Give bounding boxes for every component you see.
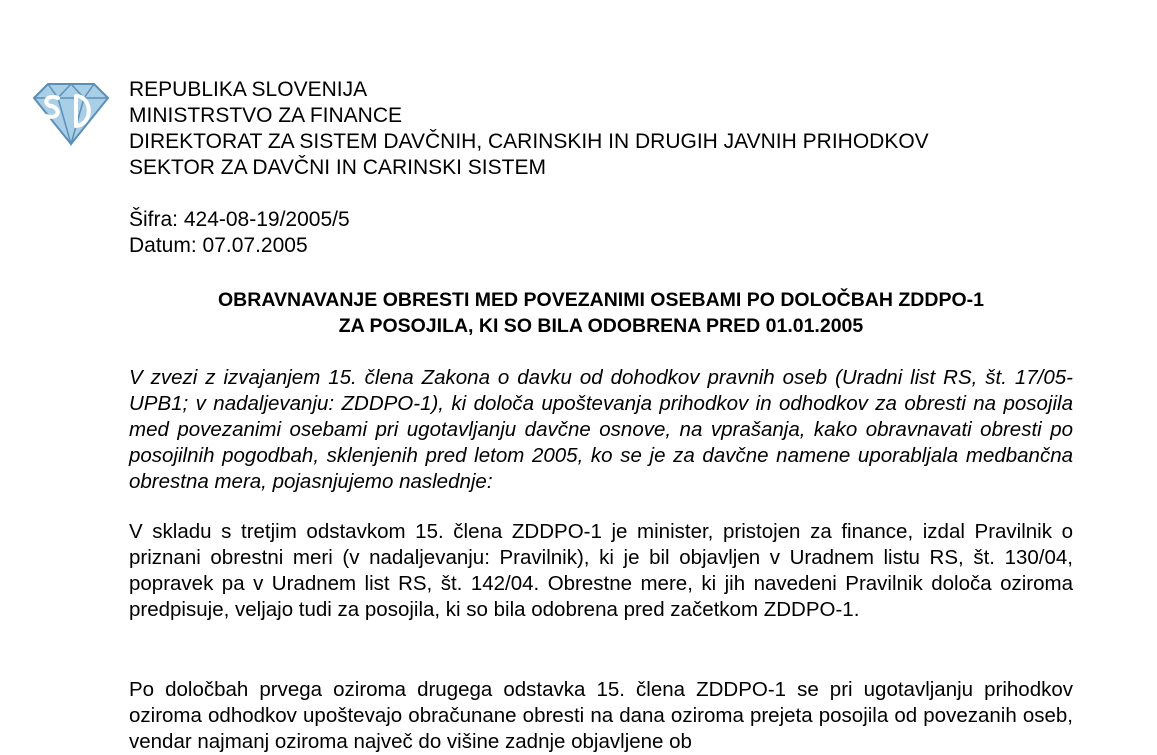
document-date: Datum: 07.07.2005: [129, 234, 308, 257]
document-meta: [129, 207, 350, 259]
paragraph-regulation: V skladu s tretjim odstavkom 15. člena ZDDPO-1 je minister, pristojen za finance, izdal Pravilnik o priznani obrestni meri (v nadaljevanju: Pravilnik), ki je bil objavljen v Uradnem listu RS, št. 130/04, popravek pa v Uradnem list RS, št. 142/04. Obrestne mere, ki jih navedeni Pravilnik določa oziroma predpisuje, veljajo tudi za posojila, ki so bila odobrena pred začetkom ZDDPO-1.: [129, 520, 1073, 621]
document-code: Šifra: 424-08-19/2005/5: [129, 208, 350, 231]
letterhead-line-sector: SEKTOR ZA DAVČNI IN CARINSKI SISTEM: [129, 156, 546, 179]
slovenia-ministry-logo: [28, 76, 114, 148]
letterhead: [129, 77, 929, 181]
document-title: [129, 287, 1073, 339]
letterhead-line-republic: REPUBLIKA SLOVENIJA: [129, 78, 368, 101]
letterhead-line-ministry: MINISTRSTVO ZA FINANCE: [129, 104, 403, 127]
paragraph-provisions: Po določbah prvega oziroma drugega odstavka 15. člena ZDDPO-1 se pri ugotavljanju prihodkov oziroma odhodkov upoštevajo obračunane obresti na dana oziroma prejeta posojila od povezanih oseb, vendar najmanj oziroma največ do višine zadnje objavljene ob: [129, 678, 1073, 753]
diamond-emblem-icon: [34, 84, 108, 144]
paragraph-intro: V zvezi z izvajanjem 15. člena Zakona o davku od dohodkov pravnih oseb (Uradni list RS, št. 17/05-UPB1; v nadaljevanju: ZDDPO-1), ki določa upoštevanja prihodkov in odhodkov za obresti na posojila med povezanimi osebami pri ugotavljanju davčne osnove, na vprašanja, kako obravnavati obresti po posojilnih pogodbah, sklenjenih pred letom 2005, ko se je za davčne namene uporabljala medbančna obrestna mera, pojasnjujemo naslednje:: [129, 366, 1073, 493]
title-line-2: ZA POSOJILA, KI SO BILA ODOBRENA PRED 01.01.2005: [338, 315, 864, 337]
title-line-1: OBRAVNAVANJE OBRESTI MED POVEZANIMI OSEBAMI PO DOLOČBAH ZDDPO-1: [218, 289, 984, 311]
letterhead-line-directorate: DIREKTORAT ZA SISTEM DAVČNIH, CARINSKIH IN DRUGIH JAVNIH PRIHODKOV: [129, 130, 929, 153]
